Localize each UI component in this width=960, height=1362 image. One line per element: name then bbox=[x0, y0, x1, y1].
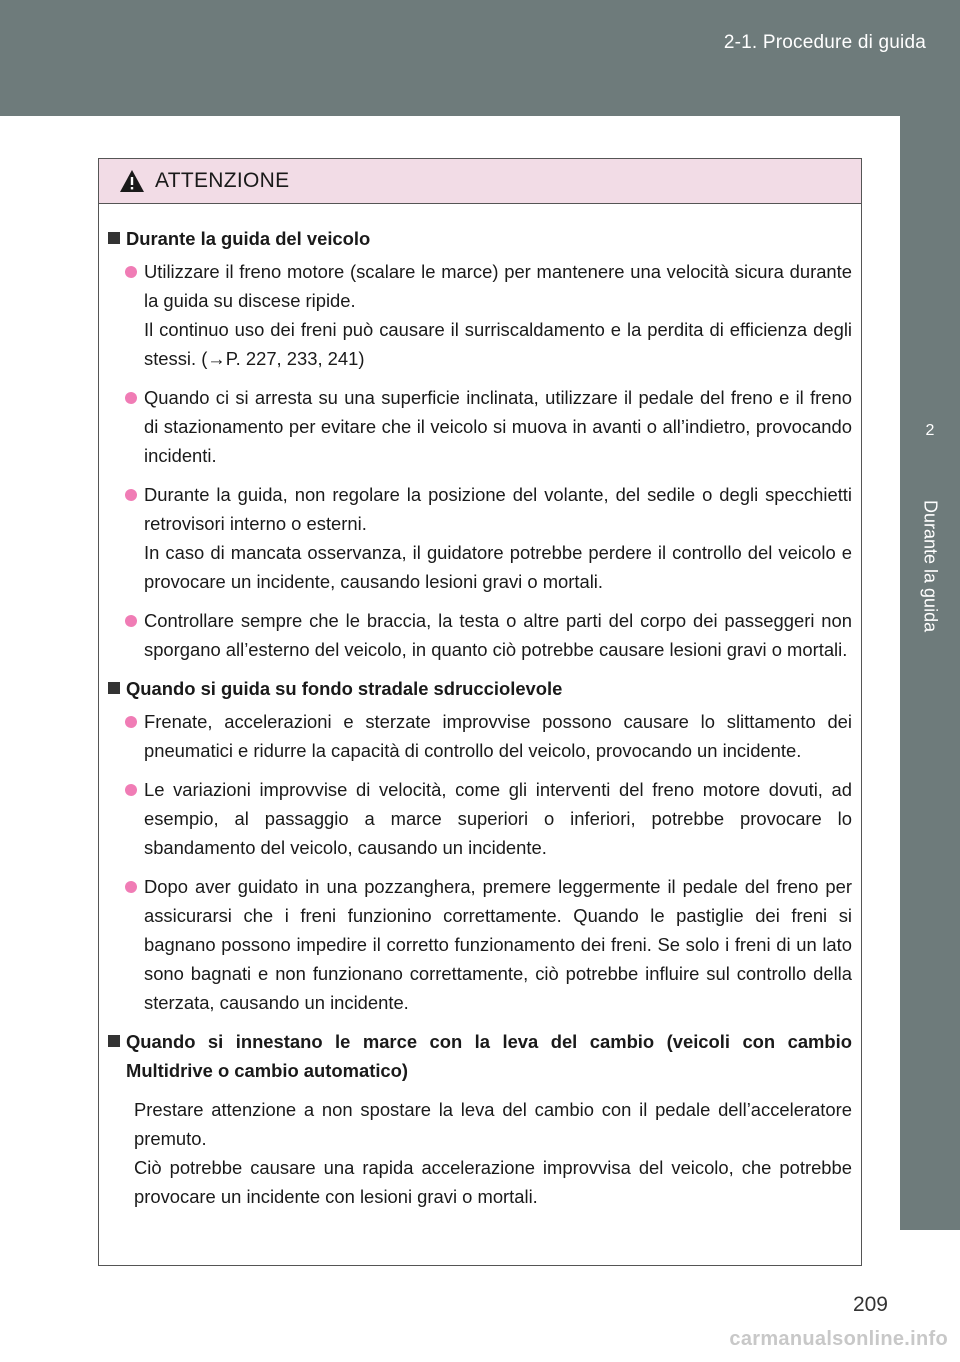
section-heading-text: Durante la guida del veicolo bbox=[126, 228, 371, 249]
section-heading bbox=[108, 674, 852, 703]
square-bullet-icon bbox=[108, 1035, 120, 1047]
list-item bbox=[125, 775, 852, 862]
list-item-text bbox=[144, 707, 852, 765]
list-item bbox=[125, 872, 852, 1017]
chapter-tab bbox=[900, 116, 960, 1230]
chapter-label: Durante la guida bbox=[920, 499, 941, 633]
square-bullet-icon bbox=[108, 682, 120, 694]
paragraph: Durante la guida, non regolare la posizione del volante, del sedile o degli specchietti retrovisori interno o esterni. bbox=[144, 484, 852, 534]
section-heading bbox=[108, 224, 852, 253]
square-bullet-icon bbox=[108, 232, 120, 244]
chapter-number: 2 bbox=[925, 422, 935, 439]
list-item bbox=[125, 606, 852, 664]
bullet-dot-icon bbox=[125, 716, 137, 728]
paragraph: In caso di mancata osservanza, il guidatore potrebbe perdere il controllo del veicolo e provocare un incidente, causando lesioni gravi o mortali. bbox=[144, 542, 852, 592]
warning-header bbox=[99, 159, 861, 204]
bullet-dot-icon bbox=[125, 489, 137, 501]
bullet-dot-icon bbox=[125, 784, 137, 796]
list-item-text bbox=[144, 872, 852, 1017]
paragraph: Prestare attenzione a non spostare la leva del cambio con il pedale dell’acceleratore premuto. bbox=[134, 1099, 852, 1149]
paragraph: Frenate, accelerazioni e sterzate improvvise possono causare lo slittamento dei pneumatici e ridurre la capacità di controllo del veicolo, provocando un incidente. bbox=[144, 711, 852, 761]
list-item-text bbox=[144, 383, 852, 470]
list-item bbox=[125, 707, 852, 765]
paragraph: Dopo aver guidato in una pozzanghera, premere leggermente il pedale del freno per assicurarsi che i freni funzionino correttamente. Quando le pastiglie dei freni si bagnano possono impedire il corretto funzionamento dei freni. Se solo i freni di un lato sono bagnati e non funzionano correttamente, ciò potrebbe influire sul controllo della sterzata, causando un incidente. bbox=[144, 876, 852, 1013]
paragraph: Quando ci si arresta su una superficie inclinata, utilizzare il pedale del freno e il freno di stazionamento per evitare che il veicolo si muova in avanti o all’indietro, provocando incidenti. bbox=[144, 387, 852, 466]
bullet-dot-icon bbox=[125, 266, 137, 278]
list-item-text bbox=[144, 775, 852, 862]
warning-body bbox=[99, 204, 861, 1211]
warning-box bbox=[98, 158, 862, 1266]
bullet-dot-icon bbox=[125, 392, 137, 404]
page-number: 209 bbox=[852, 1293, 888, 1316]
bullet-dot-icon bbox=[125, 881, 137, 893]
paragraph: Ciò potrebbe causare una rapida accelerazione improvvisa del veicolo, che potrebbe provocare un incidente con lesioni gravi o mortali. bbox=[134, 1157, 852, 1207]
list-item-text bbox=[144, 257, 852, 373]
section-title: 2-1. Procedure di guida bbox=[723, 32, 926, 53]
paragraph: Le variazioni improvvise di velocità, come gli interventi del freno motore dovuti, ad esempio, al passaggio a marce superiori o inferiori, potrebbe provocare lo sbandamento del veicolo, causando un incidente. bbox=[144, 779, 852, 858]
paragraph: Il continuo uso dei freni può causare il surriscaldamento e la perdita di efficienza degli stessi. (→P. 227, 233, 241) bbox=[144, 319, 852, 369]
header-bar bbox=[0, 0, 960, 116]
warning-title: ATTENZIONE bbox=[155, 169, 290, 192]
watermark: carmanualsonline.info bbox=[729, 1328, 948, 1350]
paragraph: Controllare sempre che le braccia, la testa o altre parti del corpo dei passeggeri non sporgano all’esterno del veicolo, in quanto ciò potrebbe causare lesioni gravi o mortali. bbox=[144, 610, 852, 660]
section-heading-text: Quando si innestano le marce con la leva del cambio (veicoli con cambio Multidrive o cambio automatico) bbox=[126, 1031, 852, 1081]
section-heading bbox=[108, 1027, 852, 1085]
list-item bbox=[125, 383, 852, 470]
warning-triangle-icon bbox=[119, 169, 145, 193]
list-item-text bbox=[144, 606, 852, 664]
section-heading-text: Quando si guida su fondo stradale sdrucciolevole bbox=[126, 678, 563, 699]
list-item-text bbox=[144, 480, 852, 596]
list-item bbox=[125, 257, 852, 373]
paragraph: Utilizzare il freno motore (scalare le marce) per mantenere una velocità sicura durante la guida su discese ripide. bbox=[144, 261, 852, 311]
bullet-dot-icon bbox=[125, 615, 137, 627]
list-item bbox=[125, 480, 852, 596]
